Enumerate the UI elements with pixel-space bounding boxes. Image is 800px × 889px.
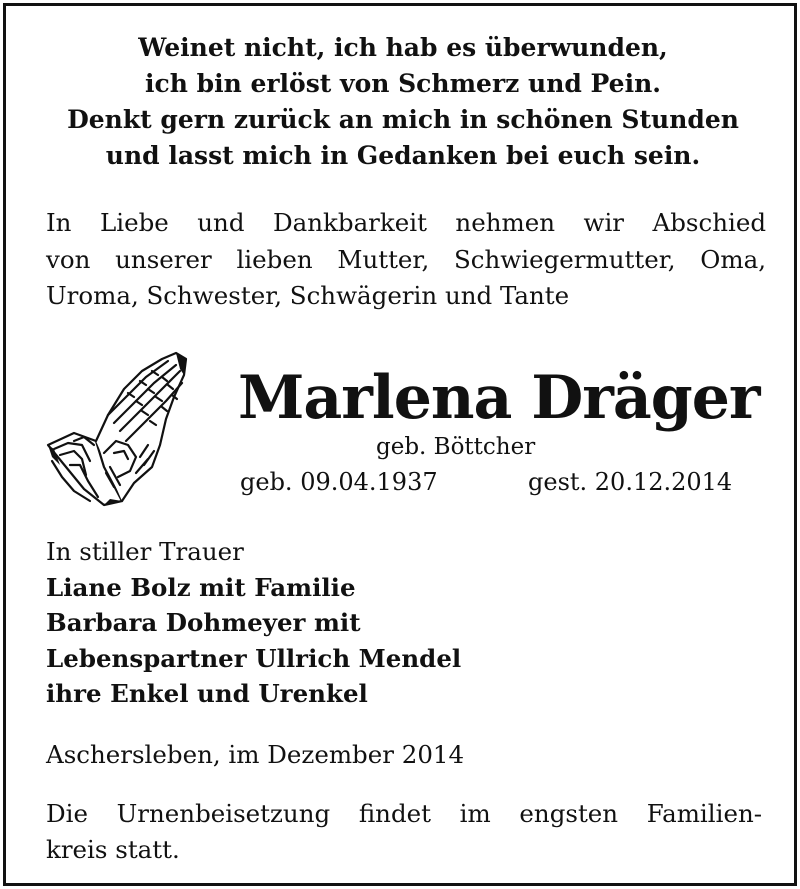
place-and-date: Aschersleben, im Dezember 2014 [46, 740, 465, 769]
poem-line: Denkt gern zurück an mich in schönen Stunden [67, 105, 739, 134]
birth-date: geb. 09.04.1937 [240, 468, 438, 496]
burial-line: Die Urnenbeisetzung findet im engsten Familien- [46, 799, 762, 828]
poem-line: und lasst mich in Gedanken bei euch sein. [105, 141, 701, 170]
poem-line: ich bin erlöst von Schmerz und Pein. [145, 69, 661, 98]
burial-line: kreis statt. [46, 835, 180, 864]
burial-notice [46, 796, 762, 868]
mourner-name: Lebenspartner Ullrich Mendel [46, 643, 462, 673]
maiden-name: geb. Böttcher [376, 434, 536, 460]
mourners-list [46, 534, 766, 712]
farewell-line: von unserer lieben Mutter, Schwiegermutter, Oma, [46, 244, 766, 274]
obituary-frame [3, 3, 797, 886]
deceased-name: Marlena Dräger [238, 363, 760, 433]
mourning-intro: In stiller Trauer [46, 537, 244, 566]
mourner-name: ihre Enkel und Urenkel [46, 679, 368, 708]
farewell-line: Uroma, Schwester, Schwägerin und Tante [46, 281, 570, 310]
poem-line: Weinet nicht, ich hab es überwunden, [138, 33, 668, 62]
death-date: gest. 20.12.2014 [528, 468, 733, 496]
mourner-name: Barbara Dohmeyer mit [46, 608, 361, 637]
praying-hands-icon [44, 349, 194, 507]
memorial-poem [6, 30, 800, 174]
farewell-line: In Liebe und Dankbarkeit nehmen wir Abschied [46, 208, 766, 237]
mourner-name: Liane Bolz mit Familie [46, 572, 356, 602]
farewell-text [46, 205, 766, 315]
